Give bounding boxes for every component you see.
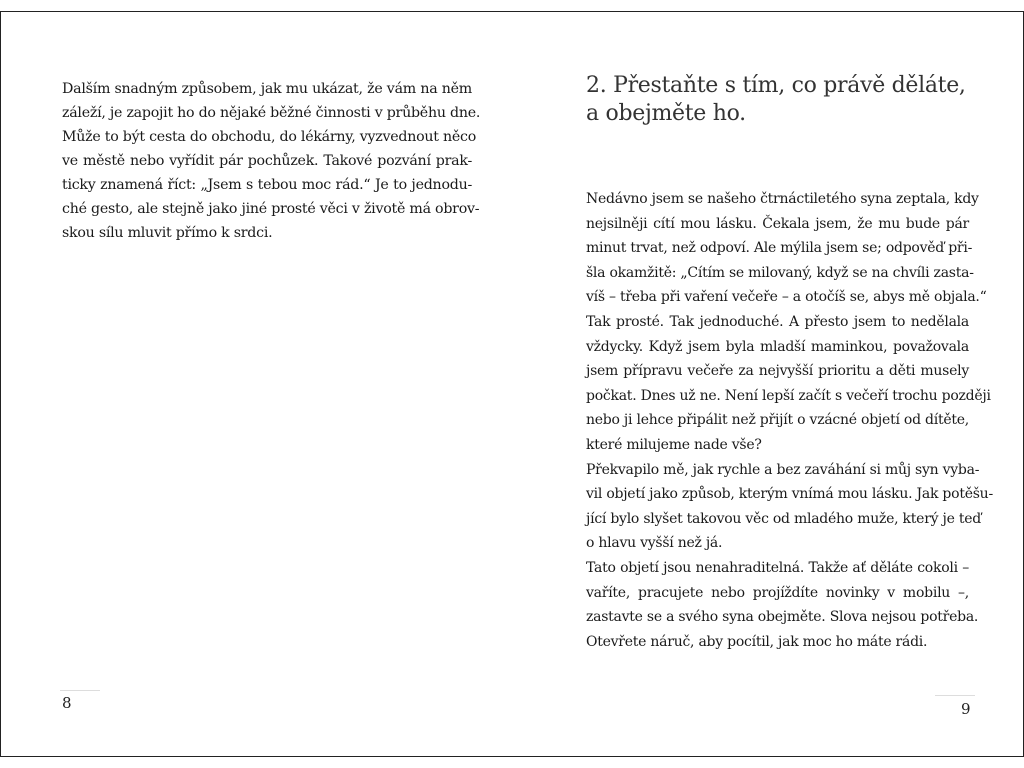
text-line: ve městě nebo vyřídit pár pochůzek. Takové pozvání prak-	[62, 153, 472, 169]
text-line: minut trvat, než odpoví. Ale mýlila jsem se; odpověď při-	[586, 240, 973, 257]
text-line: šla okamžitě: „Cítím se milovaný, když se na chvíli zasta-	[586, 264, 974, 281]
text-line: nebo ji lehce připálit než přijít o vzácné objetí od dítěte,	[586, 412, 969, 429]
text-line: jící bylo slyšet takovou věc od mladého muže, který je teď	[586, 510, 981, 527]
text-line: skou sílu mluvit přímo k srdci.	[62, 225, 273, 241]
text-line: zastavte se a svého syna obejměte. Slova nejsou potřeba.	[586, 609, 979, 626]
footer-rule-right	[935, 695, 975, 696]
footer-rule-left	[60, 690, 100, 691]
text-line: ché gesto, ale stejně jako jiné prosté věci v životě má obrov-	[62, 201, 480, 217]
chapter-heading	[586, 72, 966, 128]
chapter-heading-line-1: 2. Přestaňte s tím, co právě děláte,	[586, 73, 966, 98]
text-line: Nedávno jsem se našeho čtrnáctiletého syna zeptala, kdy	[586, 191, 979, 207]
text-line: vždycky. Když jsem byla mladší maminkou, považovala	[586, 338, 969, 355]
text-line: Překvapilo mě, jak rychle a bez zaváhání si můj syn vyba-	[586, 461, 980, 478]
text-line: nejsilněji cítí mou lásku. Čekala jsem, že mu bude pár	[586, 215, 969, 232]
text-line: které milujeme nade vše?	[586, 436, 762, 453]
text-line: Tak prosté. Tak jednoduché. A přesto jsem to nedělala	[586, 313, 969, 330]
text-line: Může to být cesta do obchodu, do lékárny, vyzvednout něco	[62, 129, 477, 145]
chapter-heading-line-2: a obejměte ho.	[586, 101, 746, 126]
text-line: víš – třeba při vaření večeře – a otočíš se, abys mě objala.“	[586, 289, 987, 306]
text-line: Tato objetí jsou nenahraditelná. Takže ať děláte cokoli –	[586, 559, 969, 576]
text-line: o hlavu vyšší než já.	[586, 535, 723, 552]
page-number-right: 9	[961, 700, 971, 718]
text-line: vil objetí jako způsob, kterým vnímá mou lásku. Jak potěšu-	[586, 486, 993, 503]
text-line: vaříte, pracujete nebo projíždíte novinky v mobilu –,	[586, 584, 969, 601]
text-line: Otevřete náruč, aby pocítil, jak moc ho máte rádi.	[586, 633, 928, 650]
right-page-body	[586, 187, 993, 654]
page-number-left: 8	[62, 694, 72, 712]
text-line: záleží, je zapojit ho do nějaké běžné činnosti v průběhu dne.	[62, 105, 481, 121]
left-page-body	[62, 77, 481, 245]
text-line: ticky znamená říct: „Jsem s tebou moc rád.“ Je to jednodu-	[62, 177, 472, 193]
text-line: počkat. Dnes už ne. Není lepší začít s večeří trochu později	[586, 387, 991, 404]
text-line: Dalším snadným způsobem, jak mu ukázat, že vám na něm	[62, 81, 472, 97]
text-line: jsem přípravu večeře za nejvyšší prioritu a děti musely	[586, 363, 969, 380]
